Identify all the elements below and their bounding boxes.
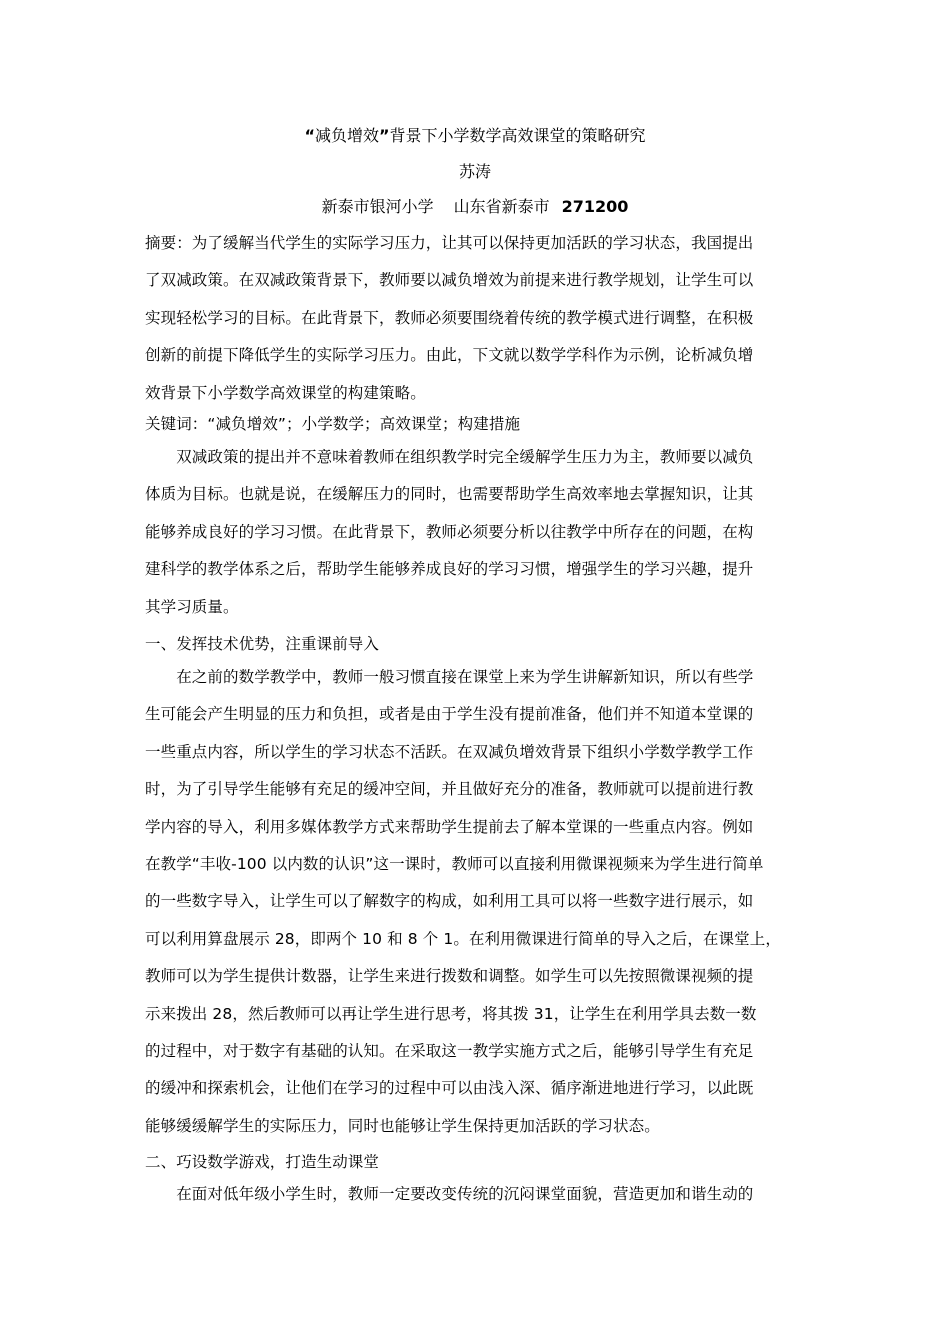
title-open-quote: “ [304,126,315,145]
paper-title [0,124,950,148]
section-1-line: 的一些数字导入，让学生可以了解数字的构成，如利用工具可以将一些数字进行展示，如 [145,892,754,911]
section-1-line: 教师可以为学生提供计数器，让学生来进行拨数和调整。如学生可以先按照微课视频的提 [145,967,754,986]
abstract-line: 效背景下小学数学高效课堂的构建策略。 [145,383,426,402]
section-2-body [145,1176,817,1213]
section-1-line: 示来拨出 28，然后教师可以再让学生进行思考，将其拨 31，让学生在利用学具去数一数 [145,1004,757,1023]
title-quoted-term: 减负增效 [314,126,379,145]
title-close-quote: ” [379,126,390,145]
abstract-line: 创新的前提下降低学生的实际学习压力。由此，下文就以数学学科作为示例，论析减负增 [145,346,754,365]
intro-paragraph [145,439,817,626]
section-1-heading: 一、发挥技术优势，注重课前导入 [145,635,380,653]
author-name: 苏涛 [458,162,491,181]
abstract-line: 摘要：为了缓解当代学生的实际学习压力，让其可以保持更加活跃的学习状态，我国提出 [145,234,754,252]
section-1-line: 生可能会产生明显的压力和负担，或者是由于学生没有提前准备，他们并不知道本堂课的 [145,705,754,724]
intro-line: 体质为目标。也就是说，在缓解压力的同时，也需要帮助学生高效率地去掌握知识，让其 [145,485,754,504]
intro-line: 建科学的教学体系之后，帮助学生能够养成良好的学习习惯，增强学生的学习兴趣，提升 [145,560,754,579]
section-1-line: 能够缓缓解学生的实际压力，同时也能够让学生保持更加活跃的学习状态。 [145,1116,660,1135]
postcode: 271200 [561,197,629,216]
section-1-line: 时，为了引导学生能够有充足的缓冲空间，并且做好充分的准备，教师就可以提前进行教 [145,780,754,799]
section-1-line: 一些重点内容，所以学生的学习状态不活跃。在双减负增效背景下组织小学数学教学工作 [145,742,754,761]
section-1-line: 可以利用算盘展示 28，即两个 10 和 8 个 1。在利用微课进行简单的导入之后，在课堂上， [145,929,781,948]
intro-line: 双减政策的提出并不意味着教师在组织教学时完全缓解学生压力为主，教师要以减负 [145,448,754,466]
section-1-line: 在之前的数学教学中，教师一般习惯直接在课堂上来为学生讲解新知识，所以有些学 [145,668,754,686]
title-rest: 背景下小学数学高效课堂的策略研究 [389,126,646,145]
abstract-line: 实现轻松学习的目标。在此背景下，教师必须要围绕着传统的教学模式进行调整，在积极 [145,308,754,327]
section-2-heading: 二、巧设数学游戏，打造生动课堂 [145,1153,380,1171]
intro-line: 能够养成良好的学习习惯。在此背景下，教师必须要分析以往教学中所存在的问题，在构 [145,522,754,541]
location: 山东省新泰市 [453,197,550,216]
affiliation [0,195,950,219]
section-1-line: 学内容的导入，利用多媒体教学方式来帮助学生提前去了解本堂课的一些重点内容。例如 [145,817,754,836]
section-1-line: 的过程中，对于数字有基础的认知。在采取这一教学实施方式之后，能够引导学生有充足 [145,1042,754,1061]
section-2-line: 在面对低年级小学生时，教师一定要改变传统的沉闷课堂面貌，营造更加和谐生动的 [145,1185,754,1203]
abstract [145,225,817,412]
section-1-body [145,659,817,1145]
keywords-line: 关键词：“减负增效”；小学数学；高效课堂；构建措施 [145,415,521,433]
keywords [145,411,817,437]
section-1-line: 在教学“丰收-100 以内数的认识”这一课时，教师可以直接利用微课视频来为学生进行简单 [145,855,764,874]
school-name: 新泰市银河小学 [321,197,434,216]
abstract-line: 了双减政策。在双减政策背景下，教师要以减负增效为前提来进行教学规划，让学生可以 [145,271,754,290]
section-1-line: 的缓冲和探索机会，让他们在学习的过程中可以由浅入深、循序渐进地进行学习，以此既 [145,1079,754,1098]
intro-line: 其学习质量。 [145,597,239,616]
